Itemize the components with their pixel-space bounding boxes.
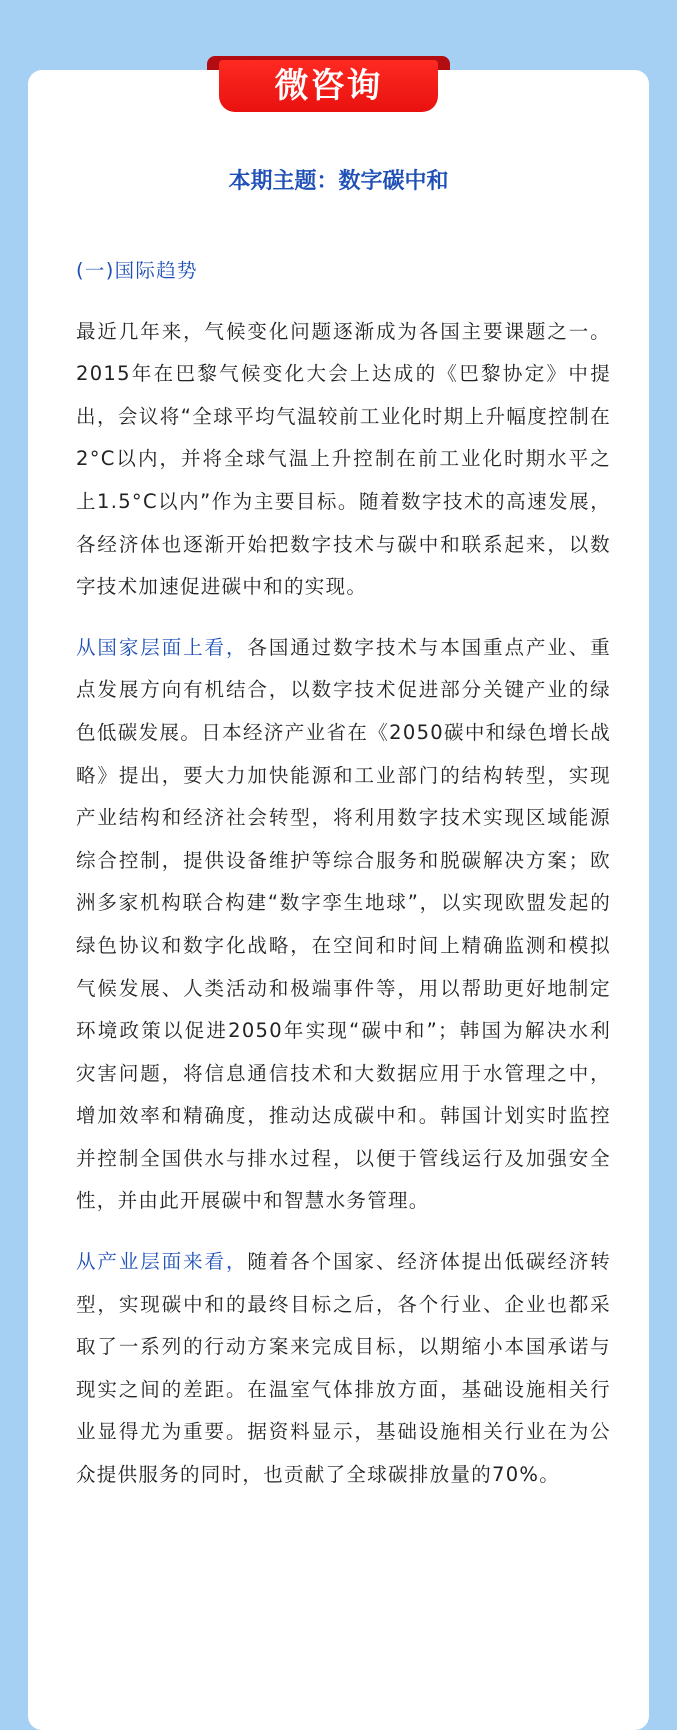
banner-label: 微咨询 bbox=[219, 60, 438, 112]
paragraph-national bbox=[76, 627, 611, 1223]
article-body bbox=[76, 250, 611, 1515]
paragraph-industry bbox=[76, 1241, 611, 1497]
paragraph-text: 各国通过数字技术与本国重点产业、重点发展方向有机结合，以数字技术促进部分关键产业的绿色低碳发展。日本经济产业省在《2050碳中和绿色增长战略》提出，要大力加快能源和工业部门的结构转型，实现产业结构和经济社会转型，将利用数字技术实现区域能源综合控制，提供设备维护等综合服务和脱碳解决方案；欧洲多家机构联合构建“数字孪生地球”，以实现欧盟发起的绿色协议和数字化战略，在空间和时间上精确监测和模拟气候发展、人类活动和极端事件等，用以帮助更好地制定环境政策以促进2050年实现“碳中和”；韩国为解决水利灾害问题，将信息通信技术和大数据应用于水管理之中，增加效率和精确度，推动达成碳中和。韩国计划实时监控并控制全国供水与排水过程，以便于管线运行及加强安全性，并由此开展碳中和智慧水务管理。 bbox=[76, 635, 611, 1213]
paragraph-text: 最近几年来，气候变化问题逐渐成为各国主要课题之一。2015年在巴黎气候变化大会上达成的《巴黎协定》中提出，会议将“全球平均气温较前工业化时期上升幅度控制在2°C以内，并将全球气温上升控制在前工业化时期水平之上1.5°C以内”作为主要目标。随着数字技术的高速发展，各经济体也逐渐开始把数字技术与碳中和联系起来，以数字技术加速促进碳中和的实现。 bbox=[76, 319, 611, 599]
page-title: 本期主题：数字碳中和 bbox=[228, 169, 449, 194]
paragraph-lead: 从国家层面上看， bbox=[76, 635, 248, 659]
paragraph-intro bbox=[76, 311, 611, 609]
section-heading: (一)国际趋势 bbox=[76, 259, 198, 282]
paragraph-text: 随着各个国家、经济体提出低碳经济转型，实现碳中和的最终目标之后，各个行业、企业也都采取了一系列的行动方案来完成目标，以期缩小本国承诺与现实之间的差距。在温室气体排放方面，基础设施相关行业显得尤为重要。据资料显示，基础设施相关行业在为公众提供服务的同时，也贡献了全球碳排放量的70%。 bbox=[76, 1250, 611, 1487]
column-banner bbox=[207, 56, 450, 114]
paragraph-lead: 从产业层面来看， bbox=[76, 1250, 248, 1274]
